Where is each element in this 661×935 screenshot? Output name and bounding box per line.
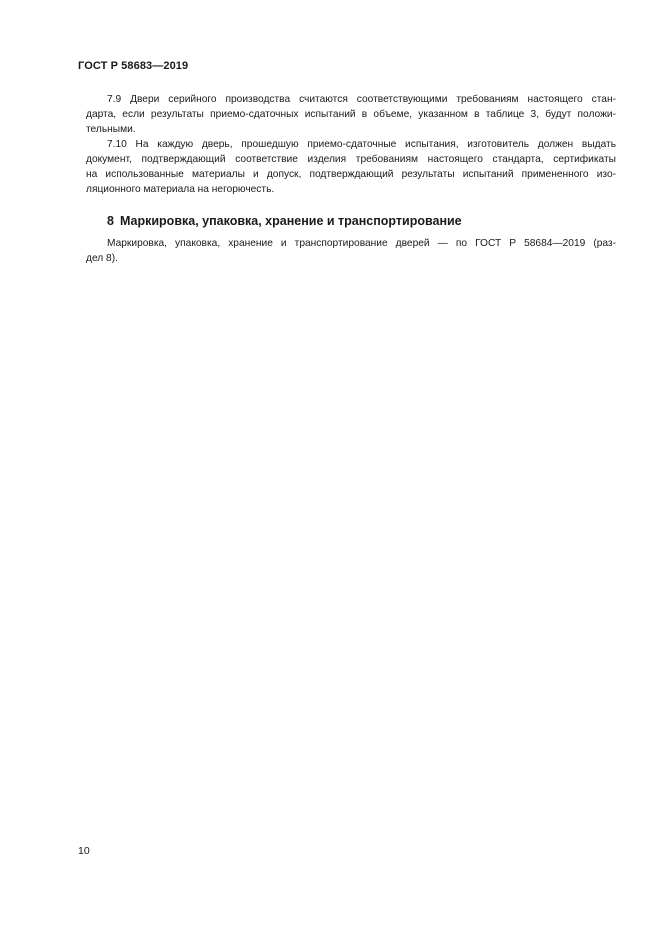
paragraph-line: 7.9 Двери серийного производства считаются соответствующими требованиям настоящего стан- [107,94,616,105]
section-number: 8 [107,214,114,228]
paragraph-line: Маркировка, упаковка, хранение и транспортирование дверей — по ГОСТ Р 58684—2019 (раз- [107,238,616,249]
page-content [86,92,616,266]
paragraph-7-9 [86,92,616,137]
paragraph-line: 7.10 На каждую дверь, прошедшую приемо-сдаточные испытания, изготовитель должен выдать [107,139,616,150]
paragraph-line: ляционного материала на негорючесть. [86,184,275,195]
section-title: Маркировка, упаковка, хранение и транспортирование [119,214,462,228]
document-header: ГОСТ Р 58683—2019 [78,60,189,72]
paragraph-line: дел 8). [86,253,118,264]
page-number: 10 [78,845,90,857]
paragraph-line: тельными. [86,124,136,135]
paragraph-7-10 [86,137,616,197]
section-heading [86,214,616,228]
paragraph-line: дарта, если результаты приемо-сдаточных испытаний в объеме, указанном в таблице 3, будут положи- [86,109,616,120]
paragraph-line: документ, подтверждающий соответствие изделия требованиям настоящего стандарта, сертификаты [86,154,616,165]
paragraph-line: на использованные материалы и допуск, подтверждающий результаты испытаний примененного изо- [86,169,616,180]
section-8-paragraph [86,236,616,266]
